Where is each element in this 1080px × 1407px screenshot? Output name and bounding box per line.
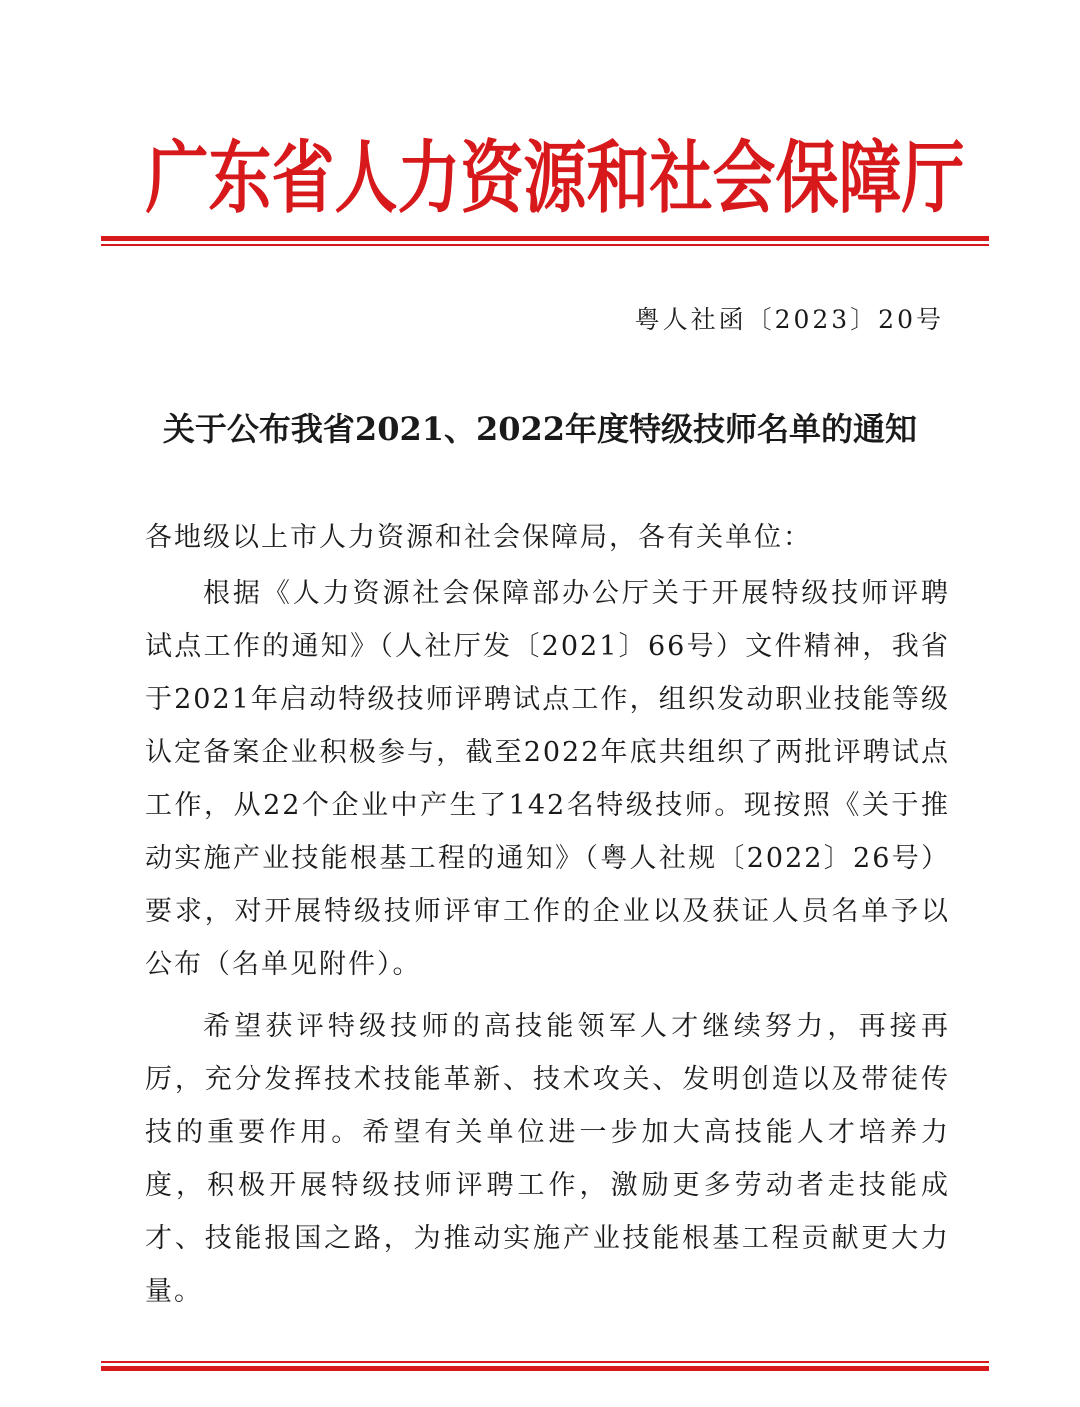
letterhead-title-text: 广东省人力资源和社会保障厅: [145, 130, 965, 224]
body-paragraph-1: 根据《人力资源社会保障部办公厅关于开展特级技师评聘试点工作的通知》（人社厅发〔2021〕66号）文件精神，我省于2021年启动特级技师评聘试点工作，组织发动职业技能等级认定备案企业积极参与，截至2022年底共组织了两批评聘试点工作，从22个企业中产生了142名特级技师。现按照《关于推动实施产业技能根基工程的通知》（粤人社规〔2022〕26号）要求，对开展特级技师评审工作的企业以及获证人员名单予以公布（名单见附件）。: [145, 578, 950, 980]
letterhead-title: [100, 118, 980, 238]
document-number: 粤人社函〔2023〕20号: [634, 305, 944, 334]
salutation: 各地级以上市人力资源和社会保障局，各有关单位：: [145, 522, 812, 553]
footer-rule-thin: [101, 1361, 989, 1363]
footer-rule-thick: [101, 1366, 989, 1371]
letterhead-rule-thick: [101, 236, 989, 241]
body-paragraph-2: 希望获评特级技师的高技能领军人才继续努力，再接再厉，充分发挥技术技能革新、技术攻关、发明创造以及带徒传技的重要作用。希望有关单位进一步加大高技能人才培养力度，积极开展特级技师评聘工作，激励更多劳动者走技能成才、技能报国之路，为推动实施产业技能根基工程贡献更大力量。: [145, 1011, 950, 1307]
letterhead-rule-thin: [101, 244, 989, 246]
document-title: 关于公布我省2021、2022年度特级技师名单的通知: [162, 410, 918, 448]
